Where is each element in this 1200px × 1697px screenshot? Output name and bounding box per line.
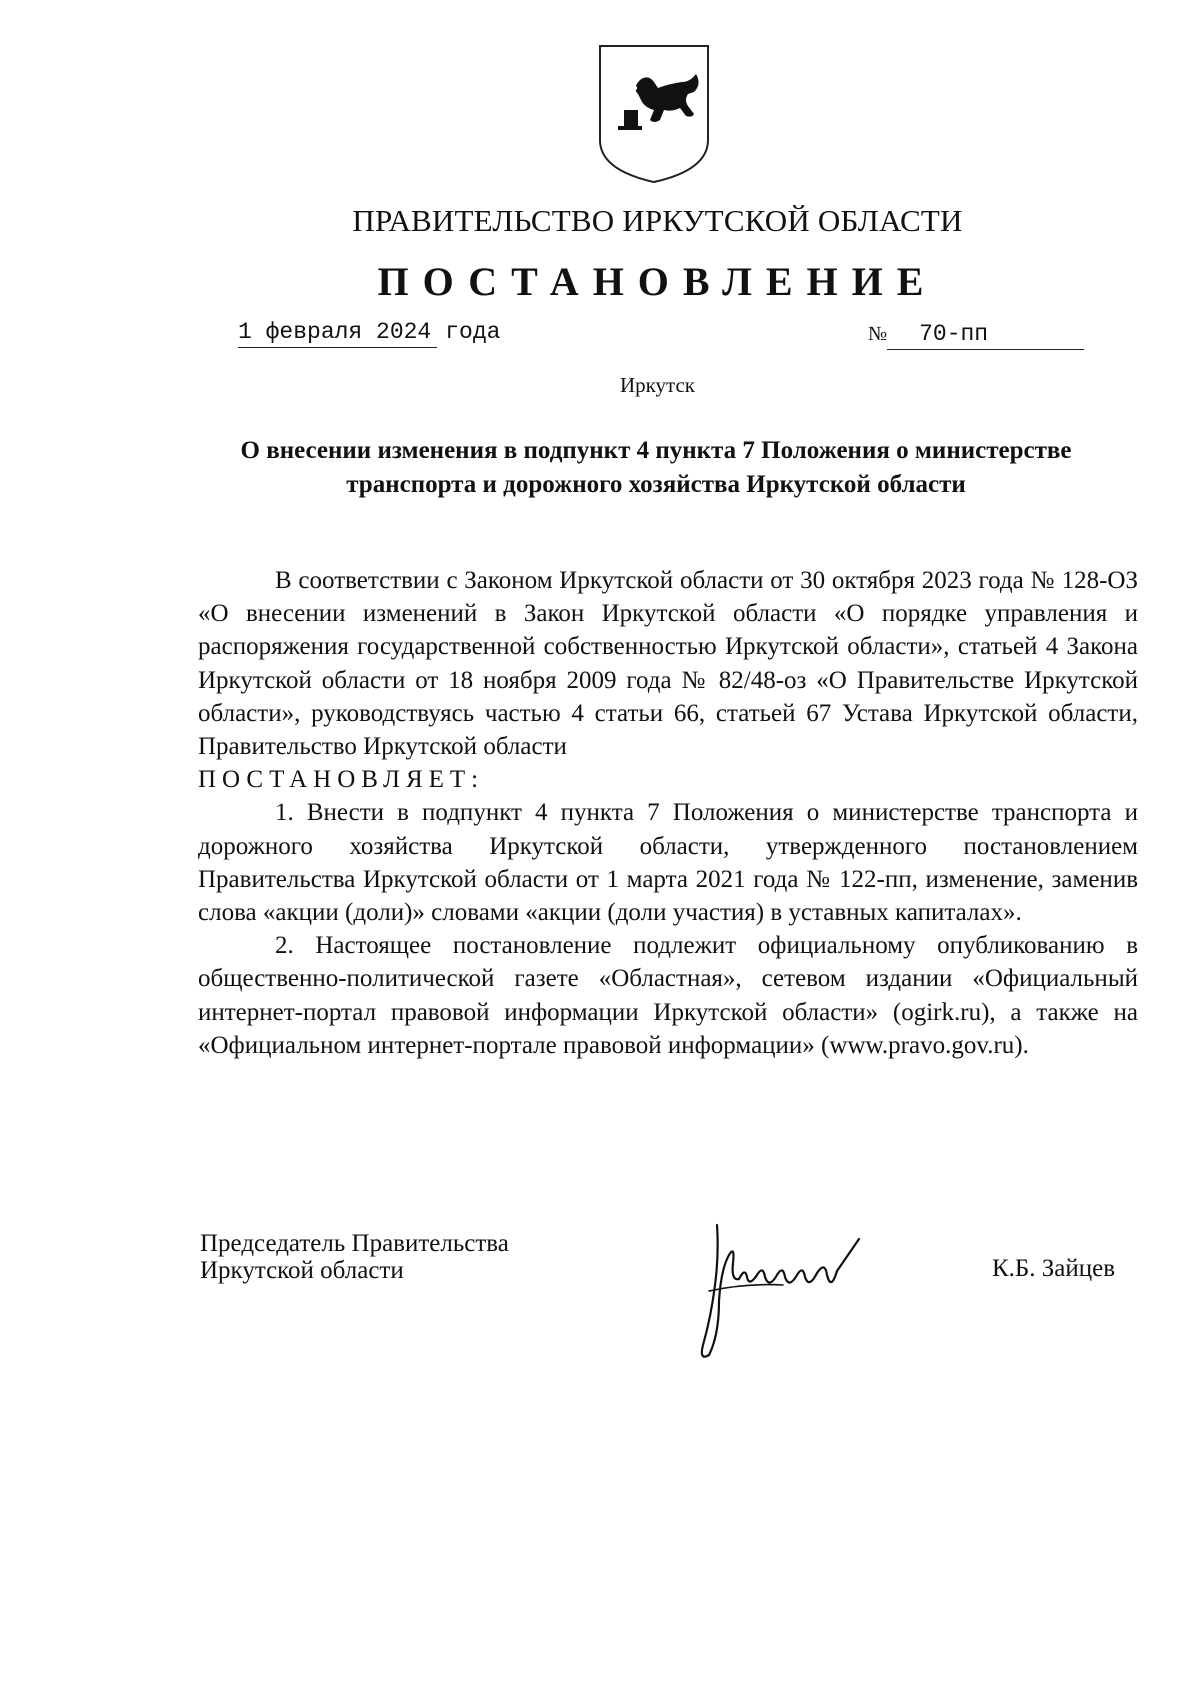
date-value: 1 февраля 2024 [238, 321, 437, 348]
preamble-paragraph: В соответствии с Законом Иркутской области от 30 октября 2023 года № 128-ОЗ «О внесении изменений в Закон Иркутской области «О порядке управления и распоряжения государственной собственностью Иркутской области», статьей 4 Закона Иркутской области от 18 ноября 2009 года № 82/48-оз «О Правительстве Иркутской области», руководствуясь частью 4 статьи 66, статьей 67 Устава Иркутской области, Правительство Иркутской области [198, 567, 1138, 761]
signer-name: К.Б. Зайцев [992, 1255, 1116, 1282]
number-sign: № [868, 323, 888, 345]
city: Иркутск [619, 373, 696, 397]
document-type: ПОСТАНОВЛЕНИЕ [377, 259, 938, 304]
document-number [868, 321, 1084, 350]
document-date [238, 321, 500, 348]
coat-of-arms-icon [598, 44, 710, 184]
item-1-paragraph: 1. Внести в подпункт 4 пункта 7 Положения о министерстве транспорта и дорожного хозяйства Иркутской области, утвержденного постановлением Правительства Иркутской области от 1 марта 2021 года № 122-пп, изменение, заменив слова «акции (доли)» словами «акции (доли участия) в уставных капиталах». [198, 799, 1138, 927]
government-title: ПРАВИТЕЛЬСТВО ИРКУТСКОЙ ОБЛАСТИ [352, 203, 963, 238]
item-2-paragraph: 2. Настоящее постановление подлежит официальному опубликованию в общественно-политической газете «Областная», сетевом издании «Официальный интернет-портал правовой информации Иркутской области» (ogirk.ru), а также на «Официальном интернет-портале правовой информации» (www.pravo.gov.ru). [198, 932, 1138, 1059]
signer-position-line-1: Председатель Правительства [200, 1230, 509, 1257]
handwritten-signature [685, 1205, 925, 1365]
date-suffix: года [445, 319, 501, 345]
signer-position [200, 1230, 509, 1284]
signer-position-line-2: Иркутской области [200, 1257, 404, 1284]
document-body [198, 564, 1138, 1062]
document-heading: О внесении изменения в подпункт 4 пункта 7 Положения о министерстве транспорта и дорожного хозяйства Иркутской области [240, 437, 1072, 498]
decree-word: ПОСТАНОВЛЯЕТ: [198, 766, 485, 794]
number-value: 70-пп [887, 323, 1084, 350]
